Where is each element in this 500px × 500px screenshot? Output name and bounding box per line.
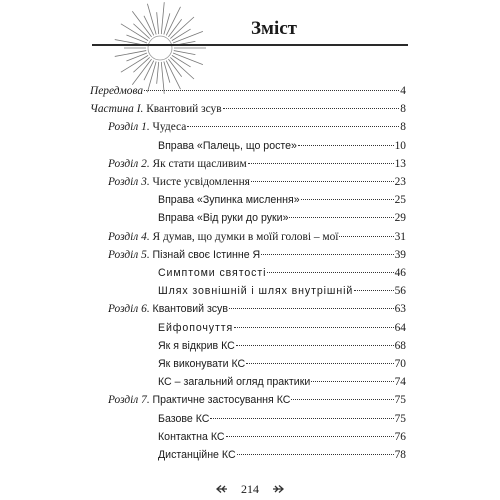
toc-entry <box>0 264 500 282</box>
toc-entry-page: 63 <box>394 303 406 316</box>
toc-entry-page: 76 <box>394 430 406 443</box>
dot-leader <box>289 206 393 218</box>
toc-entry-title: Як виконувати КС <box>158 358 246 370</box>
toc-entry-page: 29 <box>394 212 406 225</box>
toc-entry-page: 8 <box>400 103 406 116</box>
toc-entry-page: 70 <box>394 358 406 370</box>
toc-entry-page: 75 <box>394 412 406 425</box>
toc-entry-title: Як я відкрив КС <box>158 339 235 352</box>
toc-entry-number: Розділ 3. <box>108 176 153 188</box>
toc-entry-page: 23 <box>394 176 406 188</box>
toc-entry-number: Розділ 4. <box>108 230 153 243</box>
toc-entry-page: 39 <box>394 248 406 261</box>
dot-leader <box>187 115 399 127</box>
title-rule <box>92 44 408 46</box>
toc-entry-title: Пізнай своє Істинне Я <box>152 248 261 261</box>
toc-entry-title: Квантовий зсув <box>152 303 228 316</box>
dot-leader <box>223 97 400 109</box>
toc-entry-title: Я думав, що думки в моїй голові – мої <box>152 230 339 243</box>
toc-entry-page: 75 <box>394 394 406 407</box>
toc-entry-title: КС – загальний огляд практики <box>158 376 311 389</box>
dot-leader <box>298 134 394 146</box>
toc-entry-title: Чисте усвідомлення <box>152 176 250 188</box>
toc-entry <box>0 209 500 227</box>
page-number: 214 <box>241 482 259 496</box>
dot-leader <box>311 370 393 382</box>
dot-leader <box>291 388 393 400</box>
dot-leader <box>237 443 394 455</box>
toc-entry <box>0 118 500 136</box>
dot-leader <box>267 261 393 273</box>
toc-entry-number: Розділ 1. <box>108 121 153 134</box>
page-footer <box>0 480 500 498</box>
toc-entry-page: 74 <box>394 376 406 389</box>
toc-entry <box>0 191 500 209</box>
toc-entry-title: Контактна КС <box>158 430 225 443</box>
toc-entry-page: 46 <box>394 267 406 279</box>
toc-entry-title: Чудеса <box>152 121 187 134</box>
toc-entry-number: Розділ 6. <box>108 303 153 316</box>
toc-entry-title: Вправа «Від руки до руки» <box>158 212 289 225</box>
toc-entry <box>0 173 500 191</box>
toc-entry-title: Вправа «Зупинка мислення» <box>158 194 300 207</box>
dot-leader <box>226 425 394 437</box>
toc-entry-page: 68 <box>394 339 406 352</box>
toc-entry-title: Квантовий зсув <box>146 103 222 116</box>
toc-entry-title: Ейфопочуття <box>158 321 234 334</box>
dot-leader <box>246 352 393 364</box>
toc-entry-title: Дистанційне КС <box>158 449 236 461</box>
dot-leader <box>236 334 394 346</box>
toc-entry <box>0 246 500 264</box>
toc-entry-number: Розділ 5. <box>108 248 153 261</box>
toc-entry-title: Вправа «Палець, що росте» <box>158 139 297 152</box>
left-ornament-icon <box>214 484 228 494</box>
toc-entry-page: 78 <box>394 449 406 461</box>
dot-leader <box>261 243 393 255</box>
page-title: Зміст <box>210 18 338 40</box>
dot-leader <box>210 407 393 419</box>
toc-entry-number: Розділ 7. <box>108 394 153 407</box>
toc-entry-page: 25 <box>394 194 406 207</box>
toc-entry-page: 13 <box>394 157 406 170</box>
toc-entry-number: Частина І. <box>90 103 147 116</box>
toc-entry-title: Базове КС <box>158 412 210 425</box>
dot-leader <box>229 297 394 309</box>
toc-entry-page: 64 <box>394 321 406 334</box>
toc-entry-page: 56 <box>394 285 406 298</box>
toc-entry-title: Практичне застосування КС <box>152 394 291 407</box>
toc-entry-page: 10 <box>394 139 406 152</box>
toc-entry-page: 4 <box>400 85 406 97</box>
dot-leader <box>248 152 394 164</box>
dot-leader <box>354 279 393 291</box>
dot-leader <box>251 170 394 182</box>
toc-entry-page: 31 <box>394 230 406 243</box>
dot-leader <box>301 188 394 200</box>
toc-entry-page: 8 <box>400 121 406 134</box>
toc-entry-title: Передмова <box>90 85 144 97</box>
toc-entry-title: Симптоми святості <box>158 267 267 279</box>
toc-entry-title: Шлях зовнішній і шлях внутрішній <box>158 285 354 298</box>
toc-entry-title: Як стати щасливим <box>152 157 247 170</box>
dot-leader <box>144 79 399 91</box>
toc-entry <box>0 373 500 391</box>
dot-leader <box>234 316 393 328</box>
toc-entry-number: Розділ 2. <box>108 157 153 170</box>
toc-entry <box>0 355 500 373</box>
dot-leader <box>339 225 393 237</box>
toc-entry <box>0 446 500 464</box>
toc-entry <box>0 228 500 246</box>
right-ornament-icon <box>272 484 286 494</box>
